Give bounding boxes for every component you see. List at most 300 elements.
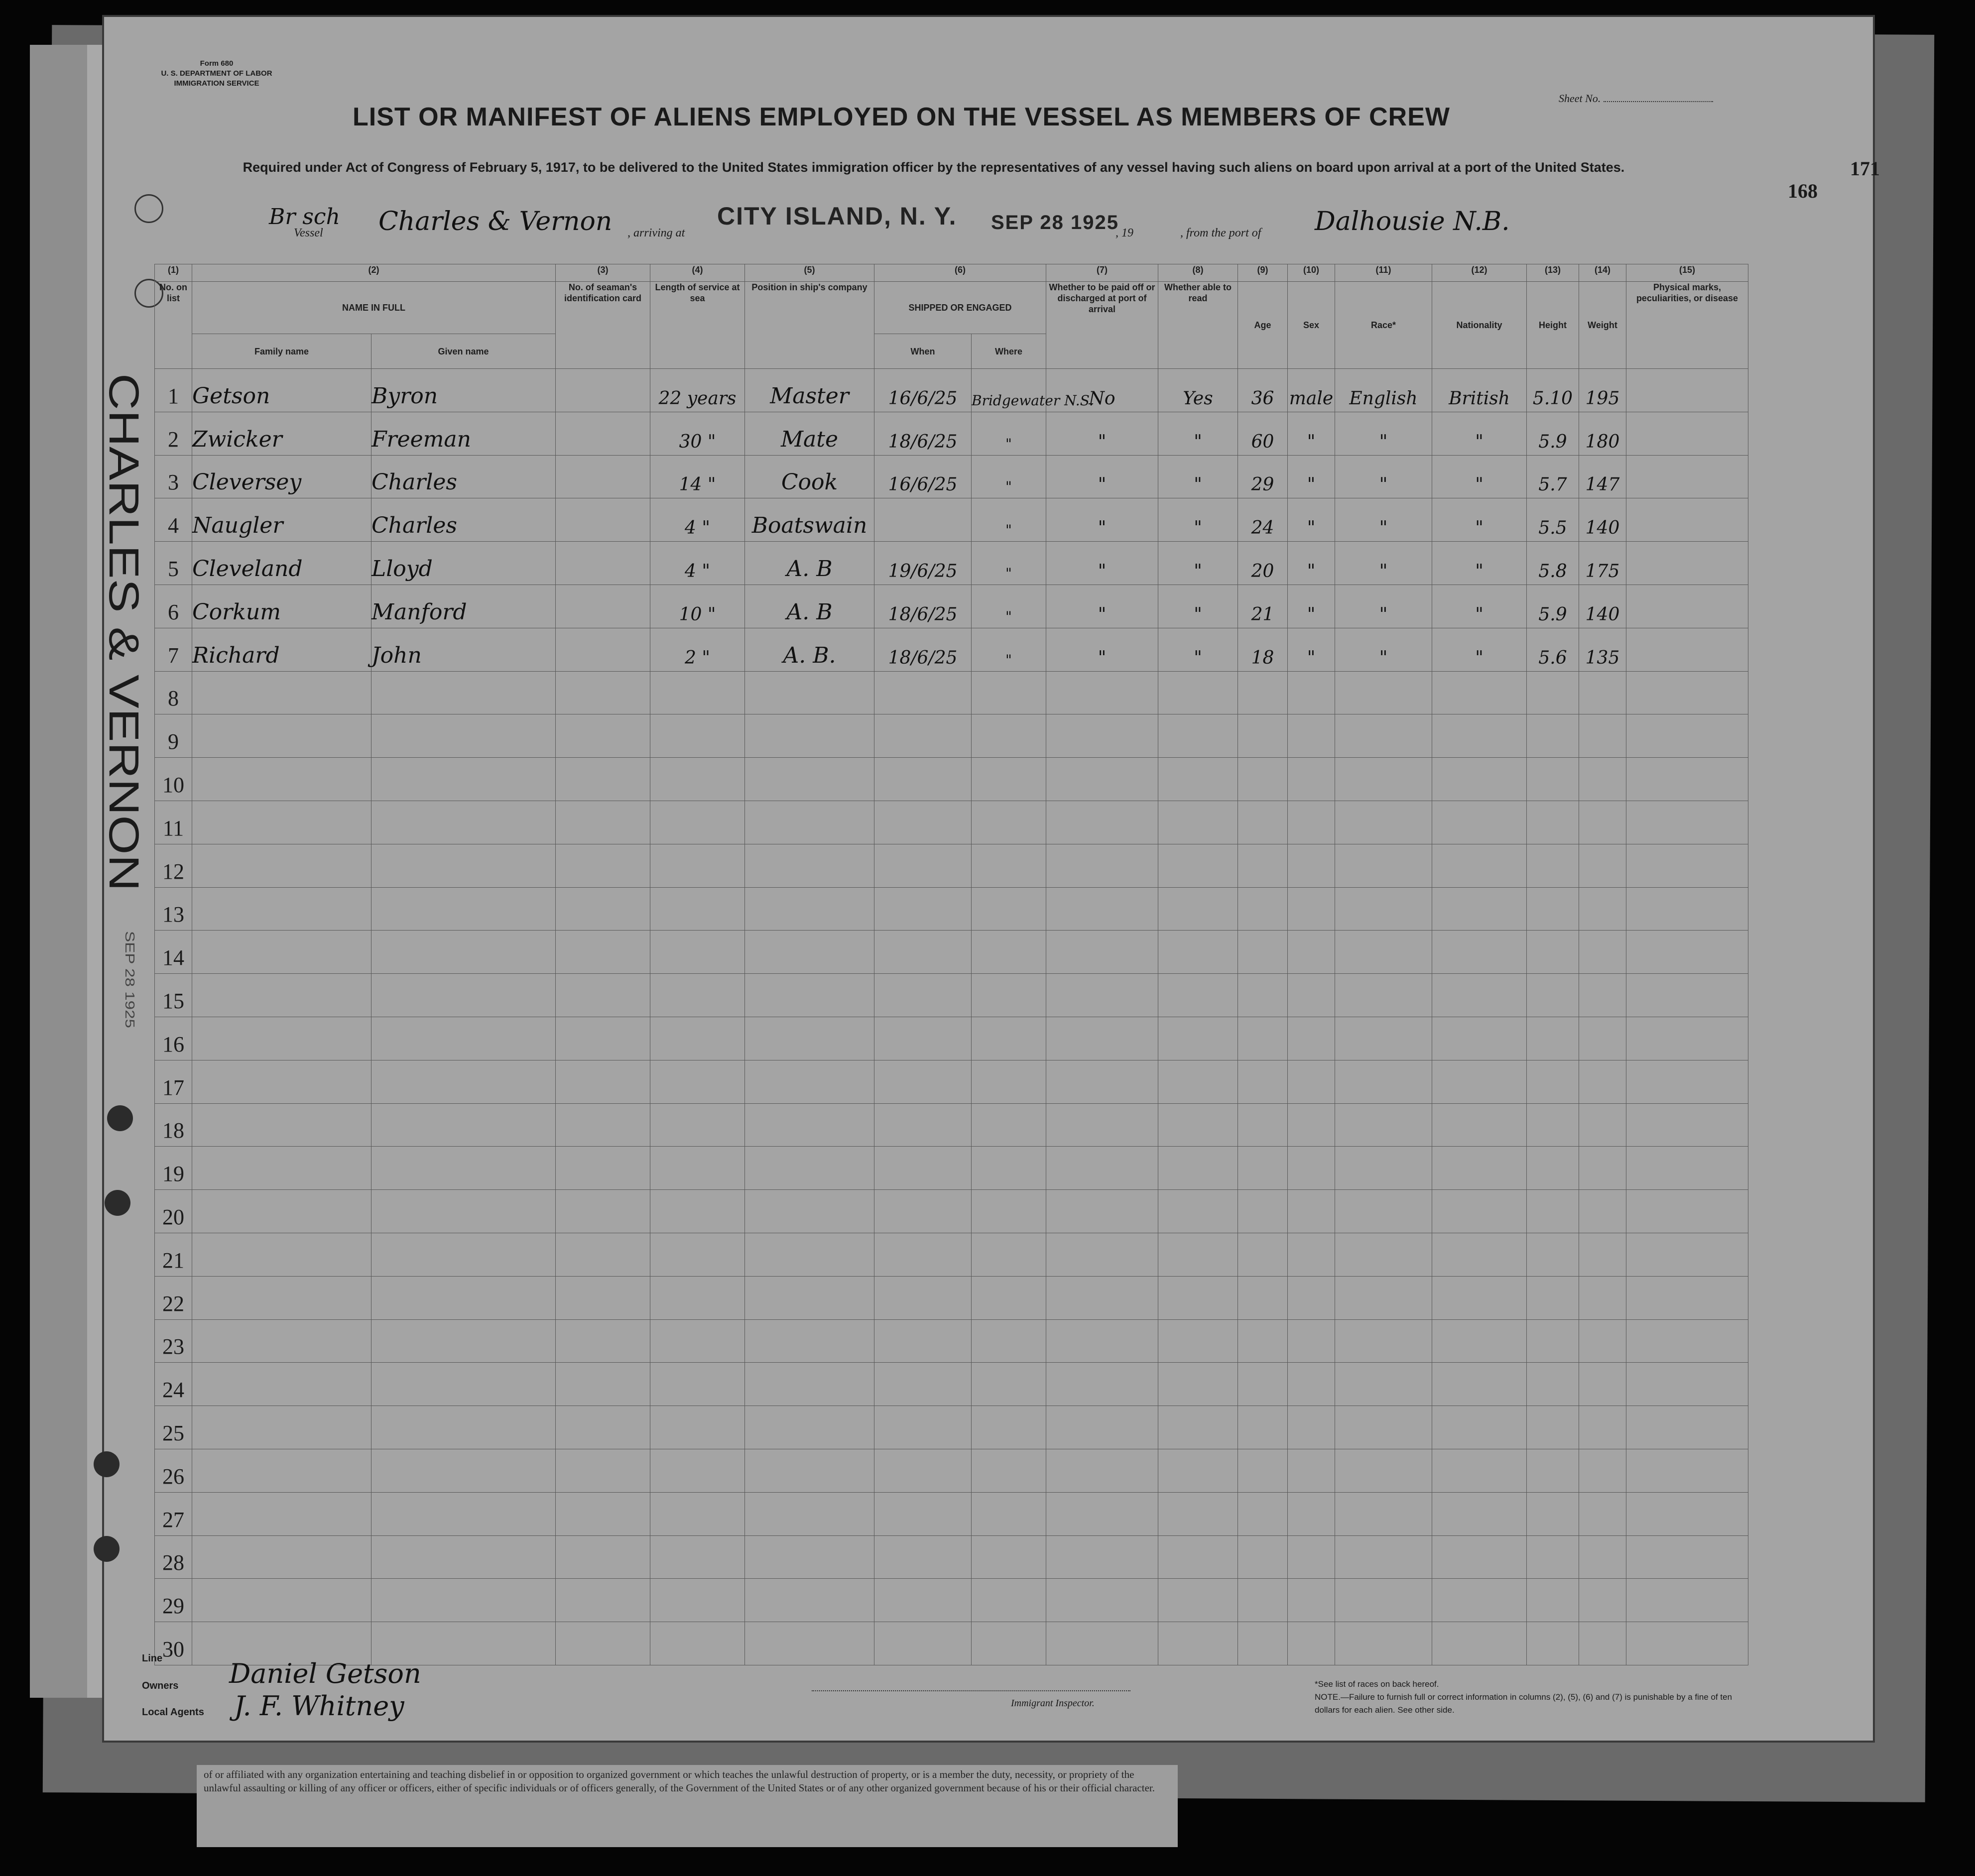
sex-cell	[1288, 1190, 1335, 1233]
punch-hole	[105, 1190, 130, 1216]
age-cell	[1238, 1492, 1288, 1535]
race-cell	[1335, 1190, 1432, 1233]
able-to-read-cell	[1158, 1319, 1238, 1363]
position-cell	[745, 974, 874, 1017]
age-cell	[1238, 1535, 1288, 1579]
age-cell	[1238, 887, 1288, 931]
paid-off-cell	[1046, 1406, 1158, 1449]
page-number-stamp: 168	[1788, 180, 1818, 202]
height-cell	[1527, 974, 1579, 1017]
race-cell	[1335, 844, 1432, 887]
physical-marks-cell	[1626, 628, 1748, 671]
length-of-service-cell	[650, 671, 745, 714]
service-label: IMMIGRATION SERVICE	[174, 79, 259, 88]
nationality-cell: British	[1432, 369, 1527, 412]
vessel-label: Vessel	[294, 227, 323, 239]
weight-cell	[1579, 1233, 1626, 1276]
inspector-label: Immigrant Inspector.	[1011, 1698, 1095, 1709]
inspector-signature-line	[812, 1690, 1130, 1691]
physical-marks-cell	[1626, 758, 1748, 801]
paid-off-cell: "	[1046, 585, 1158, 628]
seaman-id-cell	[556, 671, 650, 714]
race-cell	[1335, 1579, 1432, 1622]
given-name-cell	[371, 887, 556, 931]
physical-marks-cell	[1626, 844, 1748, 887]
paid-off-cell: "	[1046, 542, 1158, 585]
table-row	[155, 1406, 1748, 1449]
race-cell	[1335, 1535, 1432, 1579]
able-to-read-cell	[1158, 1276, 1238, 1319]
position-cell	[745, 714, 874, 758]
height-cell	[1527, 758, 1579, 801]
table-row	[155, 542, 1748, 585]
shipped-when-cell	[874, 931, 972, 974]
able-to-read-cell	[1158, 1017, 1238, 1060]
given-name-cell	[371, 1449, 556, 1492]
row-number-cell: 13	[155, 887, 192, 931]
position-cell	[745, 1017, 874, 1060]
physical-marks-cell	[1626, 974, 1748, 1017]
race-cell	[1335, 931, 1432, 974]
paid-off-cell	[1046, 801, 1158, 844]
length-of-service-cell	[650, 1449, 745, 1492]
paid-off-cell	[1046, 931, 1158, 974]
race-cell	[1335, 801, 1432, 844]
col-header-position: Position in ship's company	[745, 282, 874, 369]
race-cell: "	[1335, 628, 1432, 671]
sex-cell	[1288, 974, 1335, 1017]
shipped-where-cell	[972, 887, 1046, 931]
nationality-cell	[1432, 1363, 1527, 1406]
nationality-cell	[1432, 1147, 1527, 1190]
row-number-cell: 30	[155, 1622, 192, 1665]
shipped-where-cell	[972, 1276, 1046, 1319]
table-row	[155, 1276, 1748, 1319]
table-row	[155, 1017, 1748, 1060]
row-number-cell: 6	[155, 585, 192, 628]
row-number-cell: 2	[155, 412, 192, 455]
height-cell	[1527, 1319, 1579, 1363]
length-of-service-cell: 2 "	[650, 628, 745, 671]
able-to-read-cell	[1158, 1147, 1238, 1190]
position-cell	[745, 1406, 874, 1449]
shipped-where-cell	[972, 1622, 1046, 1665]
col-num-15: (15)	[1626, 264, 1748, 282]
weight-cell: 180	[1579, 412, 1626, 455]
shipped-when-cell	[874, 1363, 972, 1406]
seaman-id-cell	[556, 844, 650, 887]
physical-marks-cell	[1626, 801, 1748, 844]
position-cell: Mate	[745, 412, 874, 455]
seaman-id-cell	[556, 1103, 650, 1147]
length-of-service-cell: 22 years	[650, 369, 745, 412]
seaman-id-cell	[556, 1147, 650, 1190]
length-of-service-cell	[650, 1147, 745, 1190]
given-name-cell: Lloyd	[371, 542, 556, 585]
col-header-family-name: Family name	[192, 334, 371, 369]
shipped-where-cell	[972, 714, 1046, 758]
age-cell	[1238, 1060, 1288, 1103]
shipped-when-cell: 18/6/25	[874, 628, 972, 671]
position-cell	[745, 1319, 874, 1363]
nationality-cell: "	[1432, 455, 1527, 498]
height-cell	[1527, 1579, 1579, 1622]
seaman-id-cell	[556, 1060, 650, 1103]
shipped-when-cell	[874, 1535, 972, 1579]
physical-marks-cell	[1626, 1190, 1748, 1233]
row-number-cell: 23	[155, 1319, 192, 1363]
position-cell	[745, 1449, 874, 1492]
punch-hole-ring	[134, 194, 163, 223]
paid-off-cell: No	[1046, 369, 1158, 412]
given-name-cell	[371, 671, 556, 714]
shipped-when-cell	[874, 1060, 972, 1103]
height-cell	[1527, 1190, 1579, 1233]
family-name-cell: Getson	[192, 369, 371, 412]
race-cell	[1335, 1319, 1432, 1363]
weight-cell	[1579, 758, 1626, 801]
race-cell	[1335, 1017, 1432, 1060]
able-to-read-cell	[1158, 1103, 1238, 1147]
able-to-read-cell: Yes	[1158, 369, 1238, 412]
sex-cell: "	[1288, 455, 1335, 498]
age-cell	[1238, 714, 1288, 758]
nationality-cell: "	[1432, 628, 1527, 671]
race-cell	[1335, 714, 1432, 758]
height-cell	[1527, 671, 1579, 714]
shipped-when-cell	[874, 1190, 972, 1233]
table-row	[155, 1492, 1748, 1535]
col-num-14: (14)	[1579, 264, 1626, 282]
race-cell	[1335, 974, 1432, 1017]
sex-cell: "	[1288, 412, 1335, 455]
col-header-name-in-full: NAME IN FULL	[192, 282, 556, 334]
shipped-when-cell	[874, 498, 972, 542]
height-cell: 5.6	[1527, 628, 1579, 671]
position-cell	[745, 1060, 874, 1103]
able-to-read-cell	[1158, 1406, 1238, 1449]
length-of-service-cell	[650, 714, 745, 758]
col-num-5: (5)	[745, 264, 874, 282]
local-agents-signature: J. F. Whitney	[234, 1690, 404, 1722]
nationality-cell	[1432, 931, 1527, 974]
paid-off-cell	[1046, 758, 1158, 801]
physical-marks-cell	[1626, 931, 1748, 974]
family-name-cell: Cleveland	[192, 542, 371, 585]
nationality-cell	[1432, 714, 1527, 758]
able-to-read-cell	[1158, 1363, 1238, 1406]
family-name-cell	[192, 1103, 371, 1147]
punch-hole	[107, 1105, 133, 1131]
nationality-cell	[1432, 1406, 1527, 1449]
nationality-cell	[1432, 758, 1527, 801]
col-num-13: (13)	[1527, 264, 1579, 282]
col-header-race: Race*	[1335, 282, 1432, 369]
col-num-2: (2)	[192, 264, 556, 282]
shipped-where-cell: "	[972, 628, 1046, 671]
paid-off-cell: "	[1046, 412, 1158, 455]
nationality-cell	[1432, 1103, 1527, 1147]
able-to-read-cell: "	[1158, 455, 1238, 498]
shipped-when-cell	[874, 758, 972, 801]
punch-hole	[94, 1536, 120, 1562]
weight-cell	[1579, 1535, 1626, 1579]
age-cell	[1238, 671, 1288, 714]
length-of-service-cell	[650, 974, 745, 1017]
position-cell	[745, 887, 874, 931]
age-cell	[1238, 1406, 1288, 1449]
weight-cell: 175	[1579, 542, 1626, 585]
able-to-read-cell: "	[1158, 498, 1238, 542]
family-name-cell	[192, 844, 371, 887]
table-row	[155, 931, 1748, 974]
physical-marks-cell	[1626, 887, 1748, 931]
shipped-where-cell	[972, 1492, 1046, 1535]
position-cell	[745, 1579, 874, 1622]
table-row	[155, 455, 1748, 498]
physical-marks-cell	[1626, 1449, 1748, 1492]
position-cell	[745, 1233, 874, 1276]
age-cell	[1238, 1363, 1288, 1406]
col-header-marks: Physical marks, peculiarities, or disease	[1626, 282, 1748, 369]
age-cell	[1238, 758, 1288, 801]
family-name-cell	[192, 1060, 371, 1103]
family-name-cell	[192, 801, 371, 844]
sex-cell: "	[1288, 628, 1335, 671]
length-of-service-cell	[650, 1406, 745, 1449]
table-row	[155, 369, 1748, 412]
row-number-cell: 18	[155, 1103, 192, 1147]
sex-cell	[1288, 1535, 1335, 1579]
form-number: Form 680	[200, 59, 234, 68]
position-cell	[745, 1535, 874, 1579]
row-number-cell: 17	[155, 1060, 192, 1103]
nationality-cell	[1432, 887, 1527, 931]
row-number-cell: 11	[155, 801, 192, 844]
sex-cell	[1288, 1276, 1335, 1319]
race-cell	[1335, 1233, 1432, 1276]
length-of-service-cell	[650, 758, 745, 801]
able-to-read-cell: "	[1158, 585, 1238, 628]
paid-off-cell: "	[1046, 455, 1158, 498]
age-cell	[1238, 1319, 1288, 1363]
paid-off-cell	[1046, 1017, 1158, 1060]
table-row	[155, 1190, 1748, 1233]
race-cell	[1335, 1406, 1432, 1449]
weight-cell	[1579, 714, 1626, 758]
table-row	[155, 1449, 1748, 1492]
sex-cell: "	[1288, 498, 1335, 542]
race-cell: "	[1335, 412, 1432, 455]
col-num-7: (7)	[1046, 264, 1158, 282]
shipped-when-cell	[874, 887, 972, 931]
length-of-service-cell: 10 "	[650, 585, 745, 628]
able-to-read-cell	[1158, 1579, 1238, 1622]
weight-cell	[1579, 1276, 1626, 1319]
age-cell	[1238, 1622, 1288, 1665]
able-to-read-cell	[1158, 931, 1238, 974]
length-of-service-cell	[650, 1190, 745, 1233]
shipped-where-cell	[972, 1579, 1046, 1622]
given-name-cell	[371, 1233, 556, 1276]
col-num-4: (4)	[650, 264, 745, 282]
family-name-cell	[192, 1449, 371, 1492]
height-cell	[1527, 1449, 1579, 1492]
col-header-given-name: Given name	[371, 334, 556, 369]
table-row	[155, 1319, 1748, 1363]
shipped-where-cell	[972, 931, 1046, 974]
vessel-name: Charles & Vernon	[378, 207, 613, 236]
family-name-cell	[192, 1017, 371, 1060]
local-agents-label: Local Agents	[142, 1707, 204, 1718]
able-to-read-cell	[1158, 758, 1238, 801]
shipped-when-cell: 16/6/25	[874, 455, 972, 498]
physical-marks-cell	[1626, 1103, 1748, 1147]
family-name-cell: Corkum	[192, 585, 371, 628]
table-row	[155, 714, 1748, 758]
height-cell: 5.9	[1527, 412, 1579, 455]
paid-off-cell	[1046, 1579, 1158, 1622]
sex-cell	[1288, 1319, 1335, 1363]
sex-cell: male	[1288, 369, 1335, 412]
page-number-stamp-alt: 171	[1850, 157, 1880, 180]
age-cell	[1238, 1233, 1288, 1276]
seaman-id-cell	[556, 758, 650, 801]
seaman-id-cell	[556, 1579, 650, 1622]
seaman-id-cell	[556, 1276, 650, 1319]
paid-off-cell	[1046, 844, 1158, 887]
family-name-cell: Naugler	[192, 498, 371, 542]
able-to-read-cell: "	[1158, 542, 1238, 585]
paid-off-cell	[1046, 1449, 1158, 1492]
weight-cell: 147	[1579, 455, 1626, 498]
race-cell: "	[1335, 585, 1432, 628]
physical-marks-cell	[1626, 542, 1748, 585]
given-name-cell: Charles	[371, 498, 556, 542]
row-number-cell: 22	[155, 1276, 192, 1319]
race-cell	[1335, 1363, 1432, 1406]
sex-cell	[1288, 887, 1335, 931]
col-header-when: When	[874, 334, 972, 369]
race-cell	[1335, 1103, 1432, 1147]
seaman-id-cell	[556, 931, 650, 974]
shipped-when-cell	[874, 1276, 972, 1319]
paid-off-cell: "	[1046, 498, 1158, 542]
race-cell	[1335, 887, 1432, 931]
given-name-cell	[371, 1190, 556, 1233]
position-cell	[745, 844, 874, 887]
height-cell	[1527, 1233, 1579, 1276]
paid-off-cell: "	[1046, 628, 1158, 671]
position-cell: Cook	[745, 455, 874, 498]
col-num-6: (6)	[874, 264, 1046, 282]
weight-cell	[1579, 1449, 1626, 1492]
position-cell	[745, 1492, 874, 1535]
nationality-cell	[1432, 801, 1527, 844]
col-header-weight: Weight	[1579, 282, 1626, 369]
family-name-cell	[192, 1319, 371, 1363]
position-cell	[745, 758, 874, 801]
physical-marks-cell	[1626, 412, 1748, 455]
given-name-cell	[371, 1406, 556, 1449]
age-cell	[1238, 1449, 1288, 1492]
row-number-cell: 28	[155, 1535, 192, 1579]
race-cell	[1335, 758, 1432, 801]
given-name-cell	[371, 1363, 556, 1406]
seaman-id-cell	[556, 1017, 650, 1060]
nationality-cell	[1432, 1233, 1527, 1276]
family-name-cell: Cleversey	[192, 455, 371, 498]
col-header-age: Age	[1238, 282, 1288, 369]
sex-cell	[1288, 1017, 1335, 1060]
position-cell	[745, 1276, 874, 1319]
race-cell	[1335, 1622, 1432, 1665]
sex-cell	[1288, 1147, 1335, 1190]
seaman-id-cell	[556, 1492, 650, 1535]
weight-cell	[1579, 974, 1626, 1017]
length-of-service-cell: 4 "	[650, 542, 745, 585]
able-to-read-cell	[1158, 887, 1238, 931]
able-to-read-cell	[1158, 801, 1238, 844]
physical-marks-cell	[1626, 1233, 1748, 1276]
sex-cell	[1288, 844, 1335, 887]
paid-off-cell	[1046, 1233, 1158, 1276]
table-row	[155, 412, 1748, 455]
year-label: , 19	[1115, 227, 1133, 239]
given-name-cell	[371, 1060, 556, 1103]
sex-cell	[1288, 1622, 1335, 1665]
length-of-service-cell	[650, 1060, 745, 1103]
col-header-nationality: Nationality	[1432, 282, 1527, 369]
family-name-cell	[192, 974, 371, 1017]
weight-cell	[1579, 1579, 1626, 1622]
family-name-cell	[192, 1492, 371, 1535]
able-to-read-cell	[1158, 1190, 1238, 1233]
weight-cell: 195	[1579, 369, 1626, 412]
paid-off-cell	[1046, 1060, 1158, 1103]
col-header-seaman-id: No. of seaman's identification card	[556, 282, 650, 369]
shipped-when-cell	[874, 844, 972, 887]
vertical-date-stamp	[120, 931, 144, 1031]
nationality-cell	[1432, 1190, 1527, 1233]
table-row	[155, 1233, 1748, 1276]
height-cell	[1527, 1276, 1579, 1319]
weight-cell	[1579, 1622, 1626, 1665]
position-cell: Master	[745, 369, 874, 412]
length-of-service-cell	[650, 1363, 745, 1406]
col-header-shipped: SHIPPED OR ENGAGED	[874, 282, 1046, 334]
height-cell: 5.7	[1527, 455, 1579, 498]
paid-off-cell	[1046, 1363, 1158, 1406]
seaman-id-cell	[556, 455, 650, 498]
given-name-cell	[371, 1579, 556, 1622]
race-cell	[1335, 671, 1432, 714]
sex-cell	[1288, 1103, 1335, 1147]
line-label: Line	[142, 1653, 163, 1664]
physical-marks-cell	[1626, 1622, 1748, 1665]
shipped-where-cell	[972, 844, 1046, 887]
able-to-read-cell	[1158, 1060, 1238, 1103]
row-number-cell: 21	[155, 1233, 192, 1276]
given-name-cell: Freeman	[371, 412, 556, 455]
family-name-cell	[192, 1233, 371, 1276]
shipped-when-cell: 18/6/25	[874, 412, 972, 455]
age-cell: 20	[1238, 542, 1288, 585]
nationality-cell	[1432, 1449, 1527, 1492]
nationality-cell	[1432, 1579, 1527, 1622]
paid-off-cell	[1046, 714, 1158, 758]
shipped-when-cell	[874, 974, 972, 1017]
